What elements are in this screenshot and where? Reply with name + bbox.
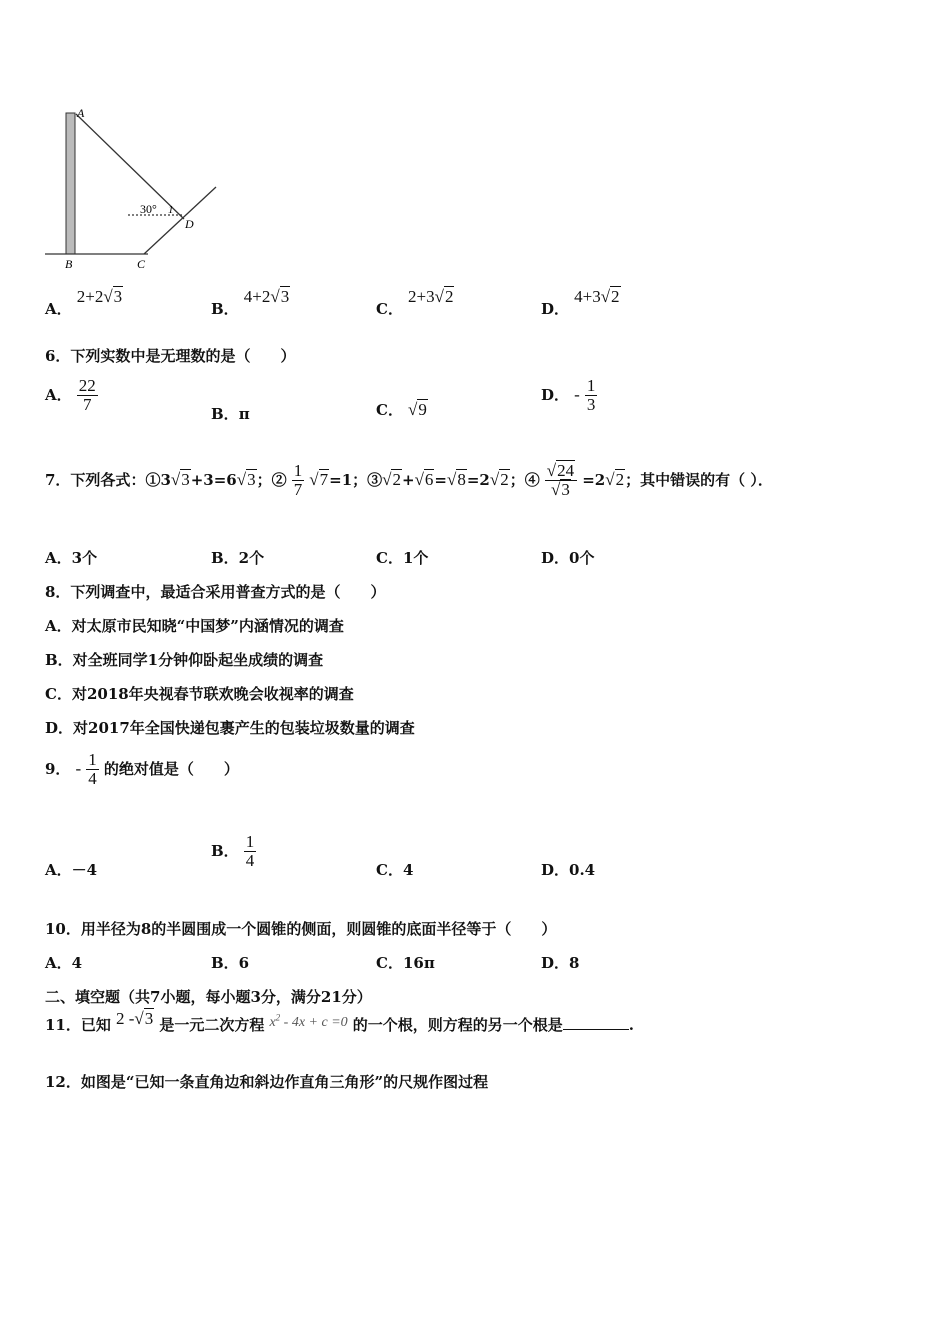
text: =2 [466, 470, 490, 489]
text: +3=6 [190, 470, 237, 489]
fraction [292, 462, 305, 499]
text: = [434, 470, 447, 489]
minus-sign: - [574, 384, 580, 404]
fraction [244, 833, 257, 870]
sqrt-sign: √ [309, 469, 319, 489]
option-letter: D． [541, 300, 570, 318]
radicand: 3 [247, 469, 256, 489]
radicand: 2 [615, 469, 625, 489]
sqrt-sign: √ [605, 469, 615, 489]
denominator: 3 [586, 394, 596, 414]
text: . [628, 1016, 634, 1034]
sqrt-sign: √ [434, 287, 444, 306]
fraction [86, 751, 99, 788]
q8-stem: 8．下列调查中，最适合采用普查方式的是（ ） [45, 583, 386, 601]
answer-blank[interactable] [563, 1015, 629, 1030]
option-letter: D． [541, 385, 570, 404]
radicand: 3 [181, 469, 190, 489]
option-letter: B． [211, 300, 239, 318]
q9-option-d[interactable]: D．0.4 [541, 861, 596, 879]
option-letter: A． [45, 300, 72, 318]
q7-option-b[interactable]: B．2个 [211, 549, 265, 567]
q5-option-b[interactable] [211, 286, 290, 318]
option-value: 2+2 [76, 287, 104, 306]
text: 的绝对值是（ ） [103, 759, 239, 778]
numerator: 1 [245, 832, 255, 851]
q7-option-d[interactable]: D．0个 [541, 549, 595, 567]
option-letter: B． [211, 405, 239, 423]
denominator: 7 [82, 394, 92, 414]
sqrt-sign: √ [489, 469, 500, 489]
q9-option-b[interactable] [211, 833, 256, 870]
q10-option-b[interactable]: B．6 [211, 954, 250, 972]
radicand: 2 [392, 469, 401, 489]
angle-label: 30° [140, 202, 157, 216]
radicand: 2 [611, 287, 620, 306]
question-number: 9． [45, 759, 71, 778]
angle-marker: 1 [168, 204, 174, 216]
option-letter: C． [376, 300, 403, 318]
option-value: 4+3 [574, 287, 601, 306]
label-B: B [65, 257, 73, 271]
radicand: 3 [280, 287, 290, 306]
q7-option-a[interactable]: A．3个 [45, 549, 98, 567]
denominator: 4 [245, 850, 255, 870]
text: =1；③ [329, 470, 383, 489]
q6-stem: 6．下列实数中是无理数的是（ ） [45, 347, 296, 365]
q10-option-c[interactable]: C．16π [376, 954, 435, 972]
q9-stem [45, 751, 239, 788]
radicand: 2 [500, 469, 509, 489]
radicand: 9 [418, 400, 427, 419]
sqrt-sign: √ [600, 287, 611, 306]
q11-stem [45, 1009, 634, 1035]
sqrt-sign: √ [170, 469, 181, 489]
numerator: 1 [586, 376, 596, 395]
label-D: D [185, 217, 194, 231]
option-letter: A． [45, 385, 72, 404]
numerator: 1 [293, 461, 303, 480]
label-A: A [77, 106, 85, 120]
radicand: 2 [444, 287, 454, 306]
denominator: √3 [551, 479, 570, 499]
q10-option-d[interactable]: D．8 [541, 954, 580, 972]
sqrt-sign: √ [134, 1009, 144, 1028]
numerator: √24 [545, 462, 577, 481]
q8-option-d[interactable]: D．对2017年全国快递包裹产生的包装垃圾数量的调查 [45, 719, 415, 737]
sqrt-sign: √ [103, 287, 113, 306]
equation [269, 1012, 348, 1030]
option-value: 2+3 [408, 287, 435, 306]
denominator: 4 [88, 768, 97, 788]
text: 是一元二次方程 [159, 1016, 265, 1034]
equation-rest: - 4x + c =0 [280, 1015, 348, 1030]
q8-option-b[interactable]: B．对全班同学1分钟仰卧起坐成绩的调查 [45, 651, 324, 669]
q5-option-a[interactable] [45, 286, 123, 318]
section-2-title: 二、填空题（共7小题，每小题3分，满分21分） [45, 988, 372, 1006]
exponent: 2 [275, 1012, 281, 1023]
radicand: 7 [319, 469, 329, 489]
sqrt-sign: √ [236, 469, 247, 489]
minus-sign: - [75, 758, 82, 778]
q10-stem: 10．用半径为8的半圆围成一个圆锥的侧面，则圆锥的底面半径等于（ ） [45, 920, 557, 938]
sqrt-sign: √ [382, 469, 392, 489]
q7-option-c[interactable]: C．1个 [376, 549, 429, 567]
q5-option-c[interactable] [376, 286, 454, 318]
radicand: 8 [457, 469, 466, 489]
sqrt-sign: √ [446, 469, 457, 489]
option-value: π [238, 405, 250, 423]
option-letter: C． [376, 401, 403, 419]
q5-option-d[interactable] [541, 286, 621, 318]
segment-CD [144, 187, 216, 254]
q10-option-a[interactable]: A．4 [45, 954, 83, 972]
text: 7．下列各式：①3 [45, 470, 171, 489]
text: 11．已知 [45, 1016, 111, 1034]
sqrt-sign: √ [414, 469, 424, 489]
text: ；其中错误的有（ ）． [625, 470, 773, 489]
text: ；④ [509, 470, 540, 489]
q6-option-c[interactable] [376, 399, 428, 420]
option-letter: B． [211, 841, 239, 860]
radicand: 3 [113, 287, 123, 306]
q9-option-a[interactable]: A．－4 [45, 861, 98, 879]
radicand: 3 [144, 1009, 154, 1028]
radicand: 6 [424, 469, 434, 489]
q12-stem: 12．如图是“已知一条直角边和斜边作直角三角形”的尺规作图过程 [45, 1073, 489, 1091]
sqrt-sign: √ [408, 400, 418, 419]
sqrt-sign: √ [270, 287, 280, 306]
text: =2 [582, 470, 606, 489]
math-value: 2 - [115, 1009, 135, 1028]
q9-option-c[interactable]: C．4 [376, 861, 414, 879]
q6-option-d[interactable] [541, 377, 597, 414]
pole [66, 113, 75, 254]
q8-option-c[interactable]: C．对2018年央视春节联欢晚会收视率的调查 [45, 685, 354, 703]
q8-option-a[interactable]: A．对太原市民知晓“中国梦”内涵情况的调查 [45, 617, 344, 635]
q6-option-a[interactable] [45, 377, 98, 414]
numerator: 22 [78, 376, 96, 395]
fraction [545, 462, 577, 499]
text: 的一个根，则方程的另一个根是 [352, 1016, 563, 1034]
fraction [77, 377, 98, 414]
radicand: 24 [557, 461, 575, 480]
radicand: 3 [561, 479, 570, 499]
q7-stem [45, 462, 773, 499]
fraction [585, 377, 598, 414]
denominator: 7 [293, 479, 303, 499]
text: + [401, 470, 415, 489]
equation-var: x [269, 1015, 276, 1030]
label-C: C [137, 257, 146, 271]
text: ；② [256, 470, 287, 489]
numerator: 1 [88, 750, 97, 769]
option-value: 4+2 [243, 287, 271, 306]
geometry-figure [40, 100, 230, 275]
q6-option-b[interactable] [211, 403, 250, 424]
